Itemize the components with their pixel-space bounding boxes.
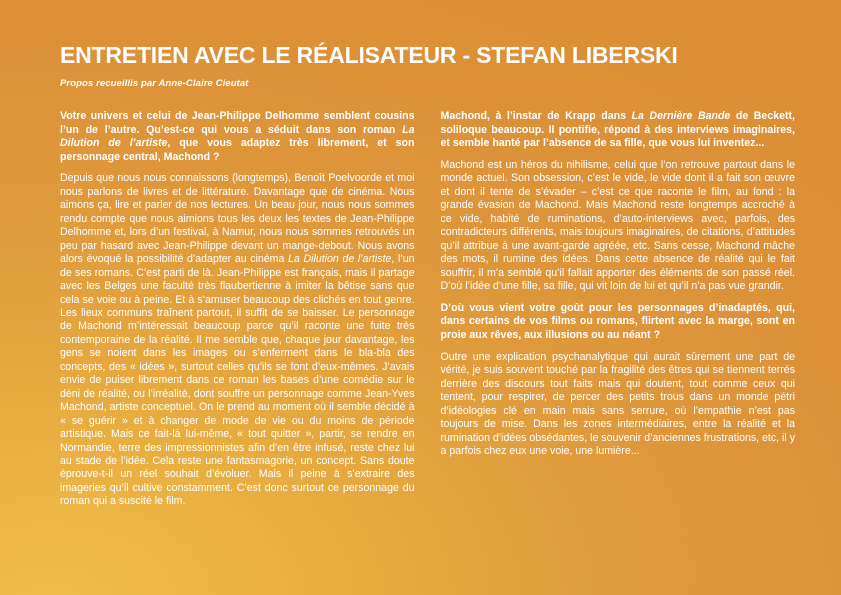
page-title: ENTRETIEN AVEC LE RÉALISATEUR - STEFAN LIBERSKI xyxy=(60,42,678,68)
question-paragraph: D’où vous vient votre goût pour les personnages d’inadaptés, qui, dans certains de vos films ou romans, flirtent avec la marge, sont en proie aux rêves, aux illusions ou au néant ? xyxy=(440,302,795,341)
question-paragraph: Votre univers et celui de Jean-Philippe Delhomme semblent cousins l’un de l’autre. Qu’est-ce qui vous a séduit dans son roman La Dilution de l’artiste, que vous adaptez très librement, et son personnage central, Machond ? xyxy=(60,110,415,163)
answer-paragraph: Outre une explication psychanalytique qui aurait sûrement une part de vérité, je suis souvent touché par la fragilité des êtres qui se tiennent terrés derrière des discours tout faits mais qui doutent, tout comme ceux qui tentent, pour respirer, de percer des petits trous dans un monde pétri d’idéologies clé en main mais sans serrure, où l’empathie n’est pas toujours de mise. Dans les zones intermédiaires, entre la réalité et la rumination d’idées obsédantes, le souvenir d’anciennes frustrations, etc, il y a parfois chez eux une voie, une lumière... xyxy=(440,350,795,458)
answer-paragraph: Machond est un héros du nihilisme, celui que l’on retrouve partout dans le monde actuel. Son obsession, c’est le vide, le vide dont il a fait son œuvre et dont il tente de s’évader – c’est ce que raconte le film, au fond : la grande évasion de Machond. Mais Machond reste longtemps accroché à ce vide, habité de ruminations, d’auto-interviews avec, parfois, des contradicteurs différents, mais toujours imaginaires, de citations, d’attitudes qu’il attribue à une avant-garde agréée, etc. Sans cesse, Machond mâche des mots, il rumine des idées. Dans cette absence de réalité qui le fait souffrir, il m’a semblé qu’il fallait apporter des éléments de son passé réel. D’où l’idée d’une fille, sa fille, qui vit loin de lui et qu’il n’a pas vue grandir. xyxy=(440,159,795,293)
article-body xyxy=(60,110,795,509)
column-left xyxy=(60,110,415,509)
page-header xyxy=(60,43,795,89)
answer-paragraph: Depuis que nous nous connaissons (longtemps), Benoît Poelvoorde et moi nous parlons de livres et de littérature. Davantage que de cinéma. Nous aimons ça, lire et parler de nos lectures. Un beau jour, nous nous sommes rendu compte que nous aimions tous les deux les textes de Jean-Philippe Delhomme et, lors d’un festival, à Namur, nous nous sommes retrouvés un peu par hasard avec Jean-Philippe devant un mange-debout. Nous avons alors évoqué la possibilité d’adapter au cinéma La Dilution de l’artiste, l’un de ses romans. C’est parti de là. Jean-Philippe est français, mais il partage avec les Belges une faculté très flaubertienne à imiter la bêtise sans que cela se voie ou à peine. Et à s’amuser beaucoup des clichés en tout genre. Les lieux communs traînent partout, il suffit de se baisser. Le personnage de Machond m’intéressait beaucoup parce qu’il raconte une fuite très contemporaine de la réalité. Il me semble que, chaque jour davantage, les gens se noient dans les images ou s’enferment dans le bla-bla des concepts, des « idées », surtout celles qu’ils se font d’eux-mêmes. J’avais envie de puiser librement dans ce roman les bases d’une comédie sur le déni de réalité, ou l’irréalité, dont souffre un personnage comme Jean-Yves Machond, artiste conceptuel. On le prend au moment où il semble décidé à « se guérir » et à changer de mode de vie ou du moins de période artistique. Mais ce fait-là lui-même, « tout quitter », partir, se rendre en Normandie, terre des impressionnistes afin d’en être infusé, reste chez lui au stade de l’idée. Cela reste une fantasmagorie, un concept. Sans doute éprouve-t-il un réel souhait d’évoluer. Mais il peine à s’extraire des imageries qu’il cultive constamment. C’est donc surtout ce personnage du roman qui a suscité le film. xyxy=(60,172,415,508)
question-paragraph: Machond, à l’instar de Krapp dans La Dernière Bande de Beckett, soliloque beaucoup. Il pontifie, répond à des interviews imaginaires, et semble hanté par l’absence de sa fille, que vous lui inventez... xyxy=(440,110,795,150)
column-right xyxy=(441,110,796,509)
byline: Propos recueillis par Anne-Claire Cieutat xyxy=(60,78,249,90)
